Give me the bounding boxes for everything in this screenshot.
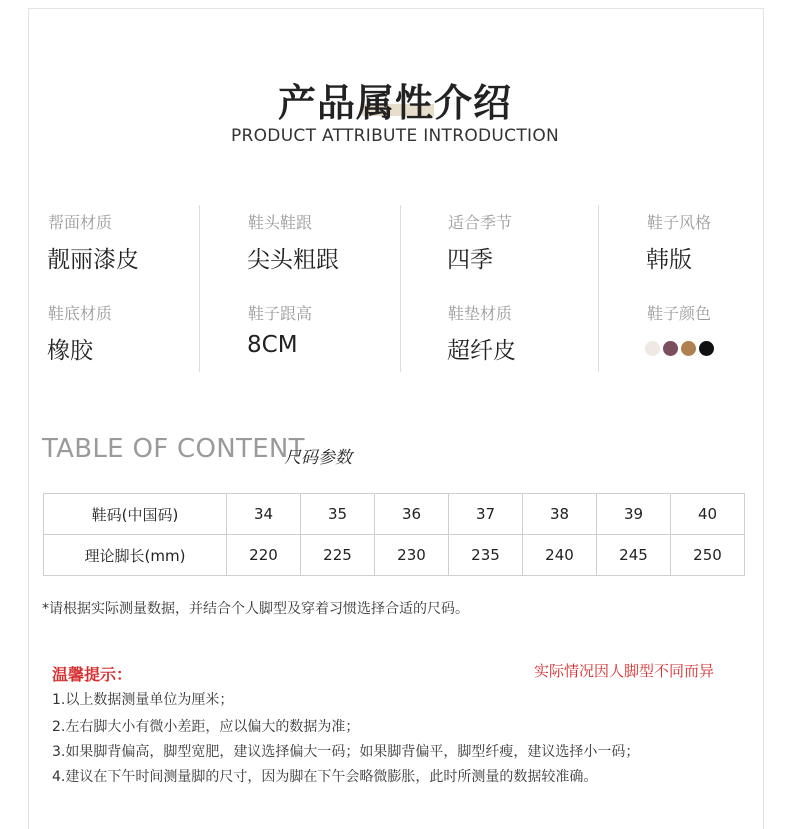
length-cell: 250 — [671, 535, 745, 576]
color-swatch[interactable] — [663, 341, 678, 356]
size-cell: 37 — [449, 494, 523, 535]
column-divider — [400, 205, 401, 372]
attribute-label-colors: 鞋子颜色 — [647, 304, 712, 323]
tip-item: 4.建议在下午时间测量脚的尺寸，因为脚在下午会略微膨胀，此时所测量的数据较准确。 — [52, 769, 598, 785]
size-note: *请根据实际测量数据，并结合个人脚型及穿着习惯选择合适的尺码。 — [42, 601, 469, 617]
color-swatch[interactable] — [645, 341, 660, 356]
attribute-label-heel-height: 鞋子跟高 — [248, 304, 313, 323]
attribute-label-toe-heel: 鞋头鞋跟 — [248, 213, 313, 232]
length-cell: 235 — [449, 535, 523, 576]
column-divider — [199, 205, 200, 372]
attribute-label-style: 鞋子风格 — [647, 213, 712, 232]
attribute-value-insole-material: 超纤皮 — [447, 338, 516, 364]
attribute-grid — [0, 200, 790, 380]
size-cell: 34 — [227, 494, 301, 535]
table-row — [44, 494, 745, 535]
color-swatch[interactable] — [699, 341, 714, 356]
table-row — [44, 535, 745, 576]
size-cell: 35 — [301, 494, 375, 535]
color-swatches — [645, 341, 714, 356]
row-header-size: 鞋码(中国码) — [44, 494, 227, 535]
size-table — [43, 493, 745, 576]
attribute-label-insole-material: 鞋垫材质 — [448, 304, 513, 323]
column-divider — [598, 205, 599, 372]
tip-item: 2.左右脚大小有微小差距，应以偏大的数据为准； — [52, 719, 360, 735]
size-cell: 40 — [671, 494, 745, 535]
length-cell: 230 — [375, 535, 449, 576]
tips-right-note: 实际情况因人脚型不同而异 — [534, 662, 715, 680]
tip-item: 3.如果脚背偏高，脚型宽肥，建议选择偏大一码；如果脚背偏平，脚型纤瘦，建议选择小一码； — [52, 744, 640, 760]
attribute-label-sole-material: 鞋底材质 — [48, 304, 113, 323]
attribute-value-sole-material: 橡胶 — [47, 338, 93, 364]
length-cell: 220 — [227, 535, 301, 576]
row-header-foot-length: 理论脚长(mm) — [44, 535, 227, 576]
size-cell: 38 — [523, 494, 597, 535]
size-cell: 39 — [597, 494, 671, 535]
attribute-value-toe-heel: 尖头粗跟 — [247, 247, 339, 273]
attribute-value-upper-material: 靓丽漆皮 — [47, 247, 139, 273]
length-cell: 245 — [597, 535, 671, 576]
color-swatch[interactable] — [681, 341, 696, 356]
size-cell: 36 — [375, 494, 449, 535]
size-section-subheading: 尺码参数 — [284, 448, 352, 468]
attribute-value-season: 四季 — [447, 247, 493, 273]
length-cell: 225 — [301, 535, 375, 576]
page-title: 产品属性介绍 — [277, 81, 512, 125]
attribute-value-style: 韩版 — [646, 247, 692, 273]
attribute-label-upper-material: 帮面材质 — [48, 213, 113, 232]
page-subtitle: PRODUCT ATTRIBUTE INTRODUCTION — [230, 126, 560, 146]
tips-title: 温馨提示： — [52, 665, 133, 684]
attribute-label-season: 适合季节 — [448, 213, 513, 232]
attribute-value-heel-height: 8CM — [247, 332, 298, 358]
tip-item: 1.以上数据测量单位为厘米； — [52, 692, 234, 708]
length-cell: 240 — [523, 535, 597, 576]
size-section-heading: TABLE OF CONTENT — [42, 434, 305, 464]
